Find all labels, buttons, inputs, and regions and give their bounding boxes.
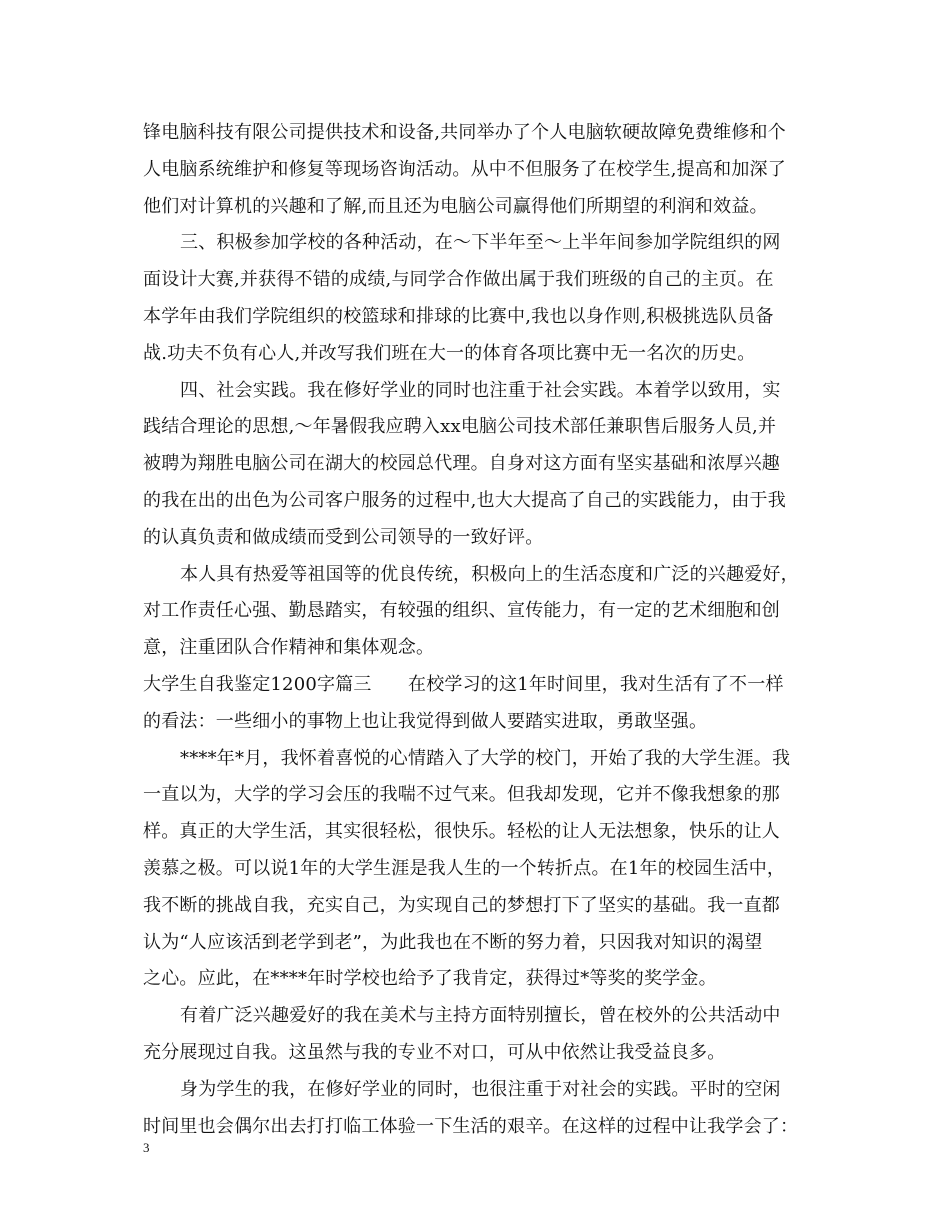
text-line: 样。真正的大学生活，其实很轻松，很快乐。轻松的让人无法想象，快乐的让人 xyxy=(143,821,780,843)
text-line: 本人具有热爱等祖国等的优良传统，积极向上的生活态度和广泛的兴趣爱好， xyxy=(180,563,799,585)
text-line: 他们对计算机的兴趣和了解,而且还为电脑公司赢得他们所期望的利润和效益。 xyxy=(143,195,768,217)
text-line: 面设计大赛,并获得不错的成绩,与同学合作做出属于我们班级的自己的主页。在 xyxy=(143,269,774,291)
text-line: 人电脑系统维护和修复等现场咨询活动。从中不但服务了在校学生,提高和加深了 xyxy=(143,158,786,180)
text-line: 本学年由我们学院组织的校篮球和排球的比赛中,我也以身作则,积极挑选队员备 xyxy=(143,305,774,327)
text-line: 一直以为，大学的学习会压的我喘不过气来。但我却发现，它并不像我想象的那 xyxy=(143,784,780,806)
text-line: 意，注重团队合作精神和集体观念。 xyxy=(143,637,435,659)
text-line: 时间里也会偶尔出去打打临工体验一下生活的艰辛。在这样的过程中让我学会了： xyxy=(143,1115,799,1137)
text-line: 锋电脑科技有限公司提供技术和设备,共同举办了个人电脑软硬故障免费维修和个 xyxy=(143,122,786,143)
text-line: 有着广泛兴趣爱好的我在美术与主持方面特别擅长，曾在校外的公共活动中 xyxy=(180,1005,781,1027)
text-line: 我不断的挑战自我，充实自己，为实现自己的梦想打下了坚实的基础。我一直都 xyxy=(143,894,780,916)
text-line: 身为学生的我，在修好学业的同时，也很注重于对社会的实践。平时的空闲 xyxy=(180,1078,781,1100)
text-line: 的认真负责和做成绩而受到公司领导的一致好评。 xyxy=(143,526,544,548)
text-line: ****年*月，我怀着喜悦的心情踏入了大学的校门，开始了我的大学生涯。我 xyxy=(180,747,791,769)
text-line: 四、社会实践。我在修好学业的同时也注重于社会实践。本着学以致用，实 xyxy=(180,379,781,401)
text-line: 战.功夫不负有心人,并改写我们班在大一的体育各项比赛中无一名次的历史。 xyxy=(143,342,756,364)
text-line: 羡慕之极。可以说1年的大学生涯是我人生的一个转折点。在1年的校园生活中， xyxy=(143,857,786,879)
text-line: 对工作责任心强、勤恳踏实，有较强的组织、宣传能力，有一定的艺术细胞和创 xyxy=(143,600,780,622)
text-line: 践结合理论的思想,～年暑假我应聘入xx电脑公司技术部任兼职售后服务人员,并 xyxy=(143,416,777,438)
text-line: 的我在出的出色为公司客户服务的过程中,也大大提高了自己的实践能力，由于我 xyxy=(143,489,786,511)
text-line: 充分展现过自我。这虽然与我的专业不对口，可从中依然让我受益良多。 xyxy=(143,1041,726,1063)
text-line: 认为“人应该活到老学到老”，为此我也在不断的努力着，只因我对知识的渴望 xyxy=(143,931,763,953)
text-line: 的看法：一些细小的事物上也让我觉得到做人要踏实进取，勇敢坚强。 xyxy=(143,710,708,732)
text-line: 大学生自我鉴定1200字篇三 在校学习的这1年时间里，我对生活有了不一样 xyxy=(143,673,784,695)
page-number: 3 xyxy=(143,1140,150,1155)
text-line: 被聘为翔胜电脑公司在湖大的校园总代理。自身对这方面有坚实基础和浓厚兴趣 xyxy=(143,453,780,475)
text-line: 之心。应此，在****年时学校也给予了我肯定，获得过*等奖的奖学金。 xyxy=(143,968,717,990)
document-body xyxy=(143,115,823,1145)
text-line: 三、积极参加学校的各种活动，在～下半年至～上半年间参加学院组织的网 xyxy=(180,232,781,254)
